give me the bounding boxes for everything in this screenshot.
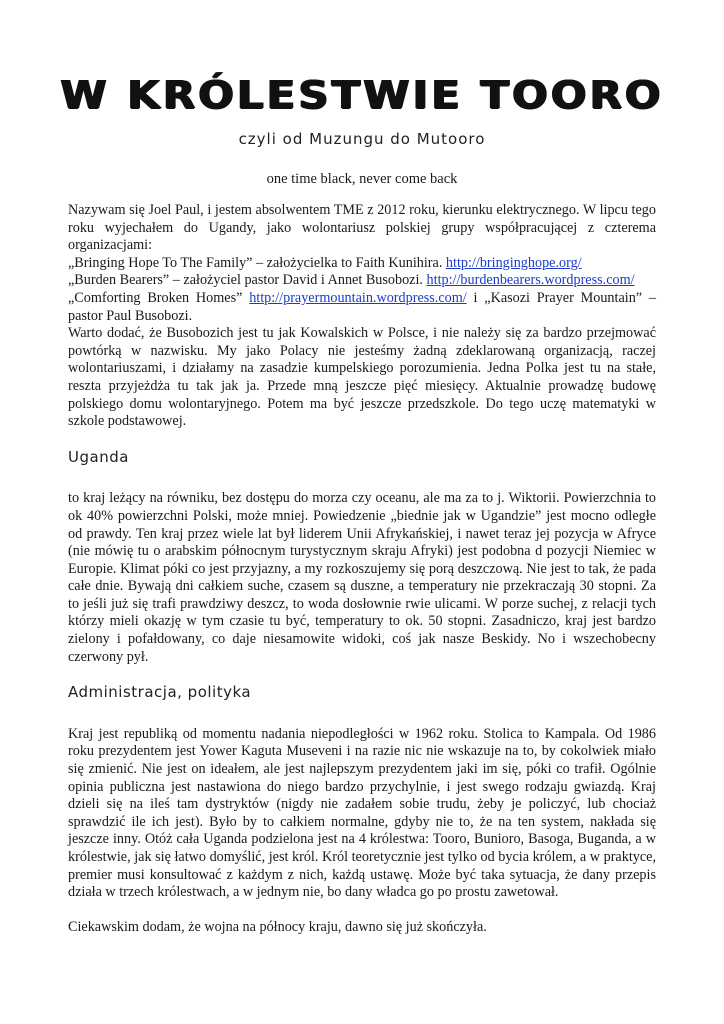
- org3-text: „Comforting Broken Homes”: [68, 289, 243, 306]
- org1-text: „Bringing Hope To The Family” – założycielka to Faith Kunihira.: [68, 254, 443, 271]
- org-line-3: [68, 290, 656, 325]
- section-heading-uganda: Uganda: [68, 447, 129, 466]
- administration-paragraph: Kraj jest republiką od momentu nadania niepodległości w 1962 roku. Stolica to Kampala. Od 1986 roku prezydentem jest Yower Kaguta Museveni i na razie nic nie wskazuje na to, by cokolwiek miało się zmienić. Nie jest on ideałem, ale jest najlepszym prezydentem jaki im się, póki co trafił. Ogólnie opinia publiczna jest nastawiona do niego bardzo przychylnie, i jest swego rodzaju gwiazdą. Kraj dzieli się na ileś tam dystryktów (nigdy nie zadałem sobie trudu, żeby je policzyć, lub chociaż sprawdzić ile ich jest). Było by to całkiem normalne, gdyby nie to, że na ten system, nakłada się jeszcze inny. Otóż cała Uganda podzielona jest na 4 królestwa: Tooro, Bunioro, Basoga, Buganda, a w królestwie, jak się łatwo domyślić, jest król. Król teoretycznie jest tylko od bycia królem, a w praktyce, premier musi konsultować z każdym z nich, każdą ustawę. Może być taka sytuacja, że dany przepis działa w trzech królestwach, a w jednym nie, bo dany władca go po prostu zawetował.: [68, 725, 656, 901]
- intro-paragraph: Nazywam się Joel Paul, i jestem absolwentem TME z 2012 roku, kierunku elektrycznego. W lipcu tego roku wyjechałem do Ugandy, jako wolontariusz polskiej grupy współpracującej z czterema organizacjami:: [68, 202, 656, 254]
- uganda-paragraph: to kraj leżący na równiku, bez dostępu do morza czy oceanu, ale ma za to j. Wiktorii. Powierzchnia to ok 40% powierzchni Polski, może mniej. Powiedzenie „biednie jak w Ugandzie” jest mocno odległe od prawdy. Ten kraj przez wiele lat był liderem Unii Afrykańskiej, i nawet teraz jej pozycja w Afryce (nie mówię tu o arabskim północnym turystycznym skraju Afryki) jest podobna d pozycji Niemiec w Europie. Klimat póki co jest przyjazny, a my rozkoszujemy się porą deszczową. Nie jest to tak, że pada całe dnie. Bywają dni całkiem suche, czasem są duszne, a temperatury nie przekraczają 30 stopni. Za to jeśli już się trafi prawdziwy deszcz, to woda dosłownie rwie ulicami. W porze suchej, z relacji tych którzy mieli okazję w tym czasie tu być, temperatury to ok. 50 stopni. Zasadniczo, kraj jest bardzo zielony i pofałdowany, co daje niesamowite widoki, coś jak nasze Beskidy. No i wszechobecny czerwony pył.: [68, 490, 656, 665]
- org1-link[interactable]: http://bringinghope.org/: [445, 254, 582, 271]
- paragraph-gap: [68, 902, 656, 919]
- section-heading-administration: Administracja, polityka: [68, 683, 252, 702]
- org2-link[interactable]: http://burdenbearers.wordpress.com/: [426, 272, 635, 289]
- org3-tail: i „Kasozi Prayer Mountain” – pastor Paul Busobozi.: [68, 289, 656, 324]
- intro-paragraph-2: Warto dodać, że Busobozich jest tu jak Kowalskich w Polsce, i nie należy się za bardzo przejmować powtórką w nazwisku. My jako Polacy nie jesteśmy żadną zdeklarowaną organizacją, raczej wolontariuszami, i działamy na zasadzie kumpelskiego porozumienia. Jedna Polka jest tu na stałe, reszta przyjeżdża tu tak jak ja. Przede mną jeszcze pięć miesięcy. Aktualnie prowadzę budowę polskiego domu wolontaryjnego. Potem ma być jeszcze przedszkole. Do tego uczę matematyki w szkole podstawowej.: [68, 325, 656, 430]
- org-line-1: [68, 255, 656, 273]
- motto: one time black, never come back: [266, 171, 458, 187]
- page-subtitle: czyli od Muzungu do Mutooro: [238, 130, 486, 148]
- article-body: [68, 202, 656, 936]
- org2-text: „Burden Bearers” – założyciel pastor David i Annet Busobozi.: [68, 272, 423, 289]
- closing-paragraph: Ciekawskim dodam, że wojna na północy kraju, dawno się już skończyła.: [68, 918, 487, 935]
- page-title: W KRÓLESTWIE TOORO: [60, 71, 664, 118]
- org3-link[interactable]: http://prayermountain.wordpress.com/: [249, 289, 467, 306]
- org-line-2: [68, 272, 656, 290]
